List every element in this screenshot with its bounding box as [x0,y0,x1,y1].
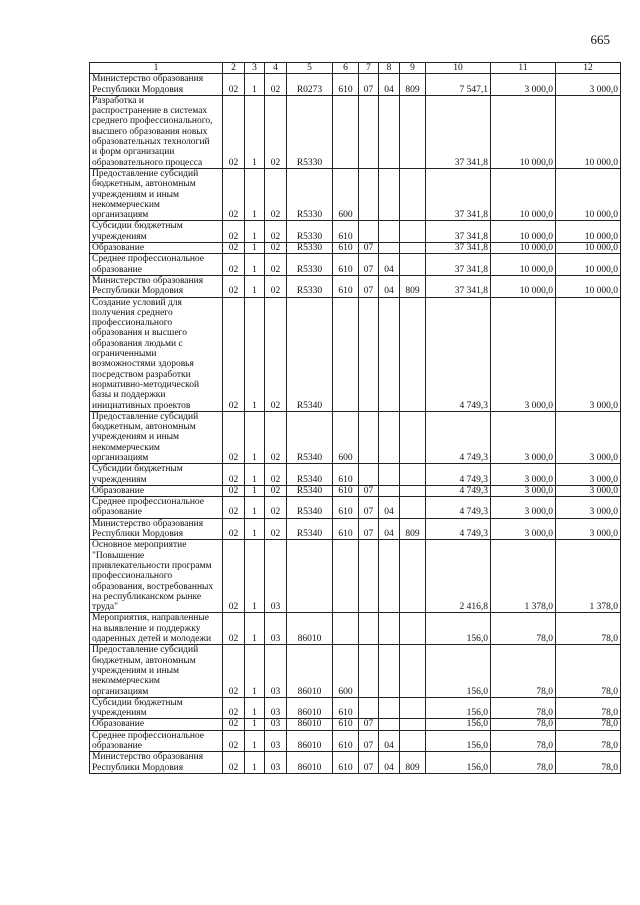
code-3-cell: 1 [245,540,265,613]
expense-type-cell: 600 [333,411,359,463]
table-row [90,243,621,254]
amount-10-cell: 4 749,3 [426,518,491,540]
expense-type-cell: 610 [333,221,359,243]
subsection-cell [379,697,400,719]
target-article-cell: 86010 [287,719,333,730]
subsection-cell [379,411,400,463]
admin-code-cell [400,697,426,719]
code-3-cell: 1 [245,74,265,96]
row-name-cell: Министерство образования Республики Мордовия [90,74,223,96]
amount-12-cell: 10 000,0 [556,168,621,220]
section-cell [359,697,379,719]
admin-code-cell [400,719,426,730]
row-name-cell: Образование [90,485,223,496]
subsection-cell [379,221,400,243]
amount-12-cell: 78,0 [556,697,621,719]
admin-code-cell [400,297,426,411]
table-row [90,168,621,220]
expense-type-cell: 610 [333,275,359,297]
amount-12-cell: 3 000,0 [556,411,621,463]
column-header: 10 [426,63,491,74]
admin-code-cell [400,613,426,645]
amount-10-cell: 156,0 [426,730,491,752]
subsection-cell [379,168,400,220]
row-name-cell: Среднее профессиональное образование [90,254,223,276]
code-4-cell: 02 [265,411,287,463]
section-cell: 07 [359,497,379,519]
code-2-cell: 02 [223,254,245,276]
target-article-cell: 86010 [287,645,333,697]
code-3-cell: 1 [245,411,265,463]
amount-11-cell: 10 000,0 [491,275,556,297]
table-row [90,464,621,486]
code-3-cell: 1 [245,297,265,411]
column-header: 2 [223,63,245,74]
section-cell: 07 [359,485,379,496]
code-3-cell: 1 [245,497,265,519]
code-2-cell: 02 [223,95,245,168]
table-row [90,411,621,463]
code-3-cell: 1 [245,168,265,220]
expense-type-cell [333,297,359,411]
column-header: 12 [556,63,621,74]
subsection-cell [379,719,400,730]
target-article-cell: 86010 [287,752,333,774]
admin-code-cell [400,411,426,463]
section-cell: 07 [359,275,379,297]
section-cell: 07 [359,254,379,276]
amount-10-cell: 156,0 [426,697,491,719]
code-4-cell: 02 [265,221,287,243]
amount-12-cell: 78,0 [556,752,621,774]
code-2-cell: 02 [223,411,245,463]
subsection-cell [379,645,400,697]
row-name-cell: Основное мероприятие "Повышение привлекательности программ профессионального образования, востребованных на республиканском рынке труда" [90,540,223,613]
expense-type-cell: 600 [333,645,359,697]
code-2-cell: 02 [223,518,245,540]
code-2-cell: 02 [223,752,245,774]
row-name-cell: Субсидии бюджетным учреждениям [90,221,223,243]
column-header: 6 [333,63,359,74]
expense-type-cell: 610 [333,254,359,276]
code-3-cell: 1 [245,275,265,297]
section-cell [359,613,379,645]
column-header: 3 [245,63,265,74]
expense-type-cell: 610 [333,697,359,719]
target-article-cell: R5340 [287,497,333,519]
code-3-cell: 1 [245,697,265,719]
code-3-cell: 1 [245,752,265,774]
table-row [90,74,621,96]
amount-10-cell: 156,0 [426,719,491,730]
subsection-cell: 04 [379,275,400,297]
amount-10-cell: 2 416,8 [426,540,491,613]
code-4-cell: 03 [265,540,287,613]
code-4-cell: 02 [265,464,287,486]
expense-type-cell [333,540,359,613]
code-4-cell: 03 [265,752,287,774]
table-row [90,697,621,719]
admin-code-cell [400,168,426,220]
table-row [90,95,621,168]
subsection-cell: 04 [379,497,400,519]
admin-code-cell [400,221,426,243]
code-3-cell: 1 [245,518,265,540]
section-cell [359,221,379,243]
row-name-cell: Создание условий для получения среднего профессионального образования и высшего образования людьми с ограниченными возможностями здоровья посредством разработки нормативно-методической базы и поддержки инициативных проектов [90,297,223,411]
amount-10-cell: 156,0 [426,752,491,774]
subsection-cell [379,464,400,486]
amount-10-cell: 4 749,3 [426,411,491,463]
amount-11-cell: 78,0 [491,730,556,752]
amount-10-cell: 37 341,8 [426,95,491,168]
code-2-cell: 02 [223,485,245,496]
expense-type-cell: 610 [333,518,359,540]
amount-12-cell: 3 000,0 [556,74,621,96]
target-article-cell: R5330 [287,254,333,276]
amount-12-cell: 78,0 [556,719,621,730]
amount-10-cell: 7 547,1 [426,74,491,96]
code-4-cell: 02 [265,497,287,519]
code-4-cell: 03 [265,697,287,719]
column-header: 7 [359,63,379,74]
table-row [90,540,621,613]
code-2-cell: 02 [223,613,245,645]
section-cell: 07 [359,74,379,96]
amount-12-cell: 3 000,0 [556,485,621,496]
code-2-cell: 02 [223,297,245,411]
code-3-cell: 1 [245,613,265,645]
admin-code-cell: 809 [400,74,426,96]
table-row [90,518,621,540]
section-cell: 07 [359,752,379,774]
amount-12-cell: 78,0 [556,645,621,697]
subsection-cell: 04 [379,730,400,752]
column-header: 1 [90,63,223,74]
amount-12-cell: 1 378,0 [556,540,621,613]
amount-10-cell: 156,0 [426,613,491,645]
row-name-cell: Министерство образования Республики Мордовия [90,518,223,540]
amount-12-cell: 3 000,0 [556,518,621,540]
code-4-cell: 02 [265,485,287,496]
column-header: 5 [287,63,333,74]
code-2-cell: 02 [223,730,245,752]
row-name-cell: Мероприятия, направленные на выявление и поддержку одаренных детей и молодежи [90,613,223,645]
code-4-cell: 02 [265,168,287,220]
amount-10-cell: 4 749,3 [426,485,491,496]
code-4-cell: 02 [265,275,287,297]
code-3-cell: 1 [245,243,265,254]
code-2-cell: 02 [223,275,245,297]
code-2-cell: 02 [223,243,245,254]
expense-type-cell: 610 [333,752,359,774]
expense-type-cell: 610 [333,74,359,96]
code-2-cell: 02 [223,497,245,519]
expense-type-cell: 610 [333,497,359,519]
table-row [90,719,621,730]
admin-code-cell [400,730,426,752]
admin-code-cell [400,485,426,496]
code-4-cell: 03 [265,613,287,645]
section-cell: 07 [359,518,379,540]
amount-12-cell: 3 000,0 [556,497,621,519]
section-cell: 07 [359,719,379,730]
section-cell [359,464,379,486]
amount-12-cell: 10 000,0 [556,221,621,243]
row-name-cell: Среднее профессиональное образование [90,497,223,519]
amount-11-cell: 10 000,0 [491,95,556,168]
table-row [90,752,621,774]
amount-11-cell: 78,0 [491,752,556,774]
row-name-cell: Субсидии бюджетным учреждениям [90,464,223,486]
code-4-cell: 03 [265,645,287,697]
amount-12-cell: 3 000,0 [556,297,621,411]
target-article-cell: 86010 [287,697,333,719]
target-article-cell: R5340 [287,485,333,496]
table-row [90,221,621,243]
section-cell [359,411,379,463]
admin-code-cell [400,540,426,613]
code-3-cell: 1 [245,719,265,730]
admin-code-cell [400,243,426,254]
table-row [90,613,621,645]
subsection-cell [379,95,400,168]
expense-type-cell [333,613,359,645]
expense-type-cell [333,95,359,168]
amount-11-cell: 3 000,0 [491,464,556,486]
target-article-cell: R5330 [287,221,333,243]
amount-10-cell: 37 341,8 [426,221,491,243]
amount-12-cell: 78,0 [556,730,621,752]
row-name-cell: Предоставление субсидий бюджетным, автономным учреждениям и иным некоммерческим организациям [90,645,223,697]
amount-12-cell: 78,0 [556,613,621,645]
section-cell: 07 [359,730,379,752]
expense-type-cell: 610 [333,730,359,752]
subsection-cell [379,297,400,411]
code-4-cell: 03 [265,730,287,752]
amount-12-cell: 10 000,0 [556,254,621,276]
subsection-cell: 04 [379,254,400,276]
target-article-cell: R5340 [287,518,333,540]
code-4-cell: 02 [265,243,287,254]
amount-12-cell: 10 000,0 [556,243,621,254]
target-article-cell: 86010 [287,613,333,645]
code-2-cell: 02 [223,719,245,730]
subsection-cell [379,243,400,254]
column-header: 9 [400,63,426,74]
expense-type-cell: 610 [333,464,359,486]
section-cell: 07 [359,243,379,254]
amount-10-cell: 37 341,8 [426,254,491,276]
amount-11-cell: 78,0 [491,645,556,697]
table-row [90,730,621,752]
code-4-cell: 02 [265,254,287,276]
amount-10-cell: 4 749,3 [426,464,491,486]
column-header: 11 [491,63,556,74]
amount-11-cell: 3 000,0 [491,485,556,496]
target-article-cell [287,540,333,613]
admin-code-cell [400,497,426,519]
admin-code-cell [400,95,426,168]
code-3-cell: 1 [245,485,265,496]
row-name-cell: Предоставление субсидий бюджетным, автономным учреждениям и иным некоммерческим организациям [90,411,223,463]
amount-10-cell: 37 341,8 [426,243,491,254]
code-2-cell: 02 [223,697,245,719]
header-row [90,63,621,74]
subsection-cell [379,485,400,496]
code-2-cell: 02 [223,221,245,243]
code-2-cell: 02 [223,464,245,486]
target-article-cell: R5330 [287,275,333,297]
table-row [90,297,621,411]
code-3-cell: 1 [245,464,265,486]
amount-11-cell: 10 000,0 [491,221,556,243]
row-name-cell: Субсидии бюджетным учреждениям [90,697,223,719]
admin-code-cell [400,254,426,276]
row-name-cell: Предоставление субсидий бюджетным, автономным учреждениям и иным некоммерческим организациям [90,168,223,220]
row-name-cell: Образование [90,719,223,730]
amount-11-cell: 3 000,0 [491,74,556,96]
code-3-cell: 1 [245,645,265,697]
subsection-cell [379,540,400,613]
target-article-cell: R5340 [287,464,333,486]
code-2-cell: 02 [223,74,245,96]
row-name-cell: Среднее профессиональное образование [90,730,223,752]
amount-11-cell: 3 000,0 [491,497,556,519]
table-row [90,485,621,496]
target-article-cell: R0273 [287,74,333,96]
amount-11-cell: 10 000,0 [491,168,556,220]
subsection-cell: 04 [379,518,400,540]
amount-10-cell: 4 749,3 [426,497,491,519]
amount-12-cell: 3 000,0 [556,464,621,486]
subsection-cell: 04 [379,752,400,774]
amount-11-cell: 78,0 [491,719,556,730]
table-row [90,497,621,519]
amount-11-cell: 10 000,0 [491,254,556,276]
expense-type-cell: 610 [333,485,359,496]
table-row [90,275,621,297]
amount-10-cell: 4 749,3 [426,297,491,411]
admin-code-cell [400,645,426,697]
row-name-cell: Образование [90,243,223,254]
code-3-cell: 1 [245,95,265,168]
amount-11-cell: 10 000,0 [491,243,556,254]
page-number: 665 [590,32,610,47]
target-article-cell: R5340 [287,411,333,463]
amount-11-cell: 78,0 [491,613,556,645]
section-cell [359,95,379,168]
amount-12-cell: 10 000,0 [556,275,621,297]
target-article-cell: R5330 [287,168,333,220]
row-name-cell: Разработка и распространение в системах среднего профессионального, высшего образования новых образовательных технологий и форм организации образовательного процесса [90,95,223,168]
admin-code-cell: 809 [400,275,426,297]
table-body [90,74,621,774]
budget-table [89,62,621,774]
column-header: 8 [379,63,400,74]
code-3-cell: 1 [245,221,265,243]
amount-10-cell: 156,0 [426,645,491,697]
admin-code-cell: 809 [400,518,426,540]
amount-11-cell: 3 000,0 [491,297,556,411]
amount-11-cell: 1 378,0 [491,540,556,613]
code-2-cell: 02 [223,645,245,697]
target-article-cell: R5330 [287,95,333,168]
admin-code-cell: 809 [400,752,426,774]
code-4-cell: 02 [265,74,287,96]
target-article-cell: R5340 [287,297,333,411]
amount-10-cell: 37 341,8 [426,168,491,220]
amount-11-cell: 3 000,0 [491,411,556,463]
expense-type-cell: 610 [333,243,359,254]
subsection-cell: 04 [379,74,400,96]
target-article-cell: R5330 [287,243,333,254]
amount-12-cell: 10 000,0 [556,95,621,168]
code-4-cell: 02 [265,297,287,411]
table-row [90,254,621,276]
code-4-cell: 02 [265,95,287,168]
code-4-cell: 03 [265,719,287,730]
section-cell [359,540,379,613]
admin-code-cell [400,464,426,486]
expense-type-cell: 600 [333,168,359,220]
column-header: 4 [265,63,287,74]
section-cell [359,645,379,697]
row-name-cell: Министерство образования Республики Мордовия [90,275,223,297]
code-2-cell: 02 [223,168,245,220]
amount-10-cell: 37 341,8 [426,275,491,297]
section-cell [359,297,379,411]
table-row [90,645,621,697]
subsection-cell [379,613,400,645]
amount-11-cell: 3 000,0 [491,518,556,540]
row-name-cell: Министерство образования Республики Мордовия [90,752,223,774]
code-4-cell: 02 [265,518,287,540]
code-2-cell: 02 [223,540,245,613]
expense-type-cell: 610 [333,719,359,730]
section-cell [359,168,379,220]
code-3-cell: 1 [245,730,265,752]
target-article-cell: 86010 [287,730,333,752]
code-3-cell: 1 [245,254,265,276]
amount-11-cell: 78,0 [491,697,556,719]
